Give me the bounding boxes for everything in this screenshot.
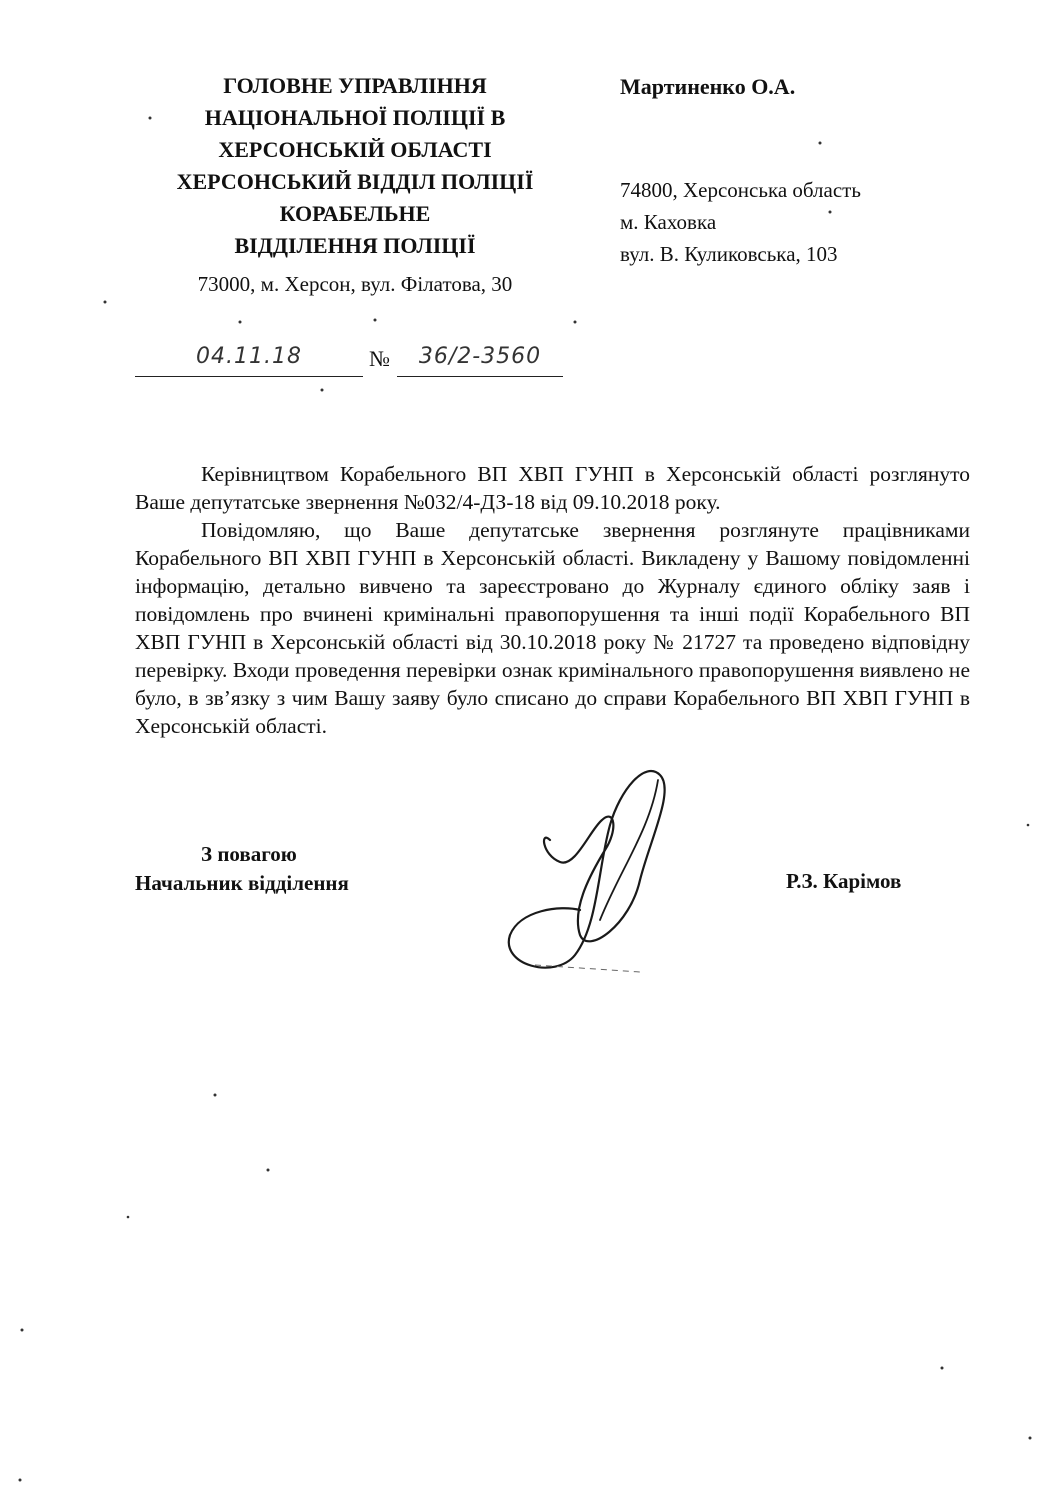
sender-address: 73000, м. Херсон, вул. Філатова, 30 [197,272,513,296]
body-paragraph: Керівництвом Корабельного ВП ХВП ГУНП в Херсонській області розглянуто Ваше депутатське звернення №032/4-ДЗ-18 від 09.10.2018 року. [135,462,970,514]
recipient-address-line: вул. В. Куликовська, 103 [620,242,838,266]
handwritten-signature [480,750,740,980]
closing-block [135,840,349,898]
recipient-name: Мартиненко О.А. [620,74,796,99]
sender-line: ВІДДІЛЕННЯ ПОЛІЦІЇ [234,233,476,258]
registration-number: 36/2-3560 [397,340,563,377]
letter-body [135,460,970,740]
recipient-address-line: м. Каховка [620,210,717,234]
sender-line: НАЦІОНАЛЬНОЇ ПОЛІЦІЇ В [204,105,506,130]
sender-line: ГОЛОВНЕ УПРАВЛІННЯ [223,73,487,98]
sender-line: ХЕРСОНСЬКІЙ ОБЛАСТІ [218,137,492,162]
registration-date: 04.11.18 [135,340,363,377]
sender-line: ХЕРСОНСЬКИЙ ВІДДІЛ ПОЛІЦІЇ [176,169,534,194]
signer-name: Р.З. Карімов [786,869,902,893]
sender-header [120,70,590,262]
closing-greeting: З повагою [201,842,297,866]
registration-line [135,340,565,380]
sender-line: КОРАБЕЛЬНЕ [279,201,431,226]
signer-position: Начальник відділення [135,871,349,895]
body-paragraph: Повідомляю, що Ваше депутатське звернення розглянуте працівниками Корабельного ВП ХВП ГУНП в Херсонській області. Викладену у Вашому повідомленні інформацію, детально вивчено та зареєстровано до Журналу єдиного обліку заяв і повідомлень про вчинені кримінальні правопорушення та інші події Корабельного ВП ХВП ГУНП в Херсонській області від 30.10.2018 року № 21727 та проведено відповідну перевірку. Входи проведення перевірки ознак кримінального правопорушення виявлено не було, в зв’язку з чим Вашу заяву було списано до справи Корабельного ВП ХВП ГУНП в Херсонській області. [135,518,970,738]
recipient-address-line: 74800, Херсонська область [620,178,861,202]
registration-number-label: № [369,346,390,371]
recipient-address [620,174,861,270]
